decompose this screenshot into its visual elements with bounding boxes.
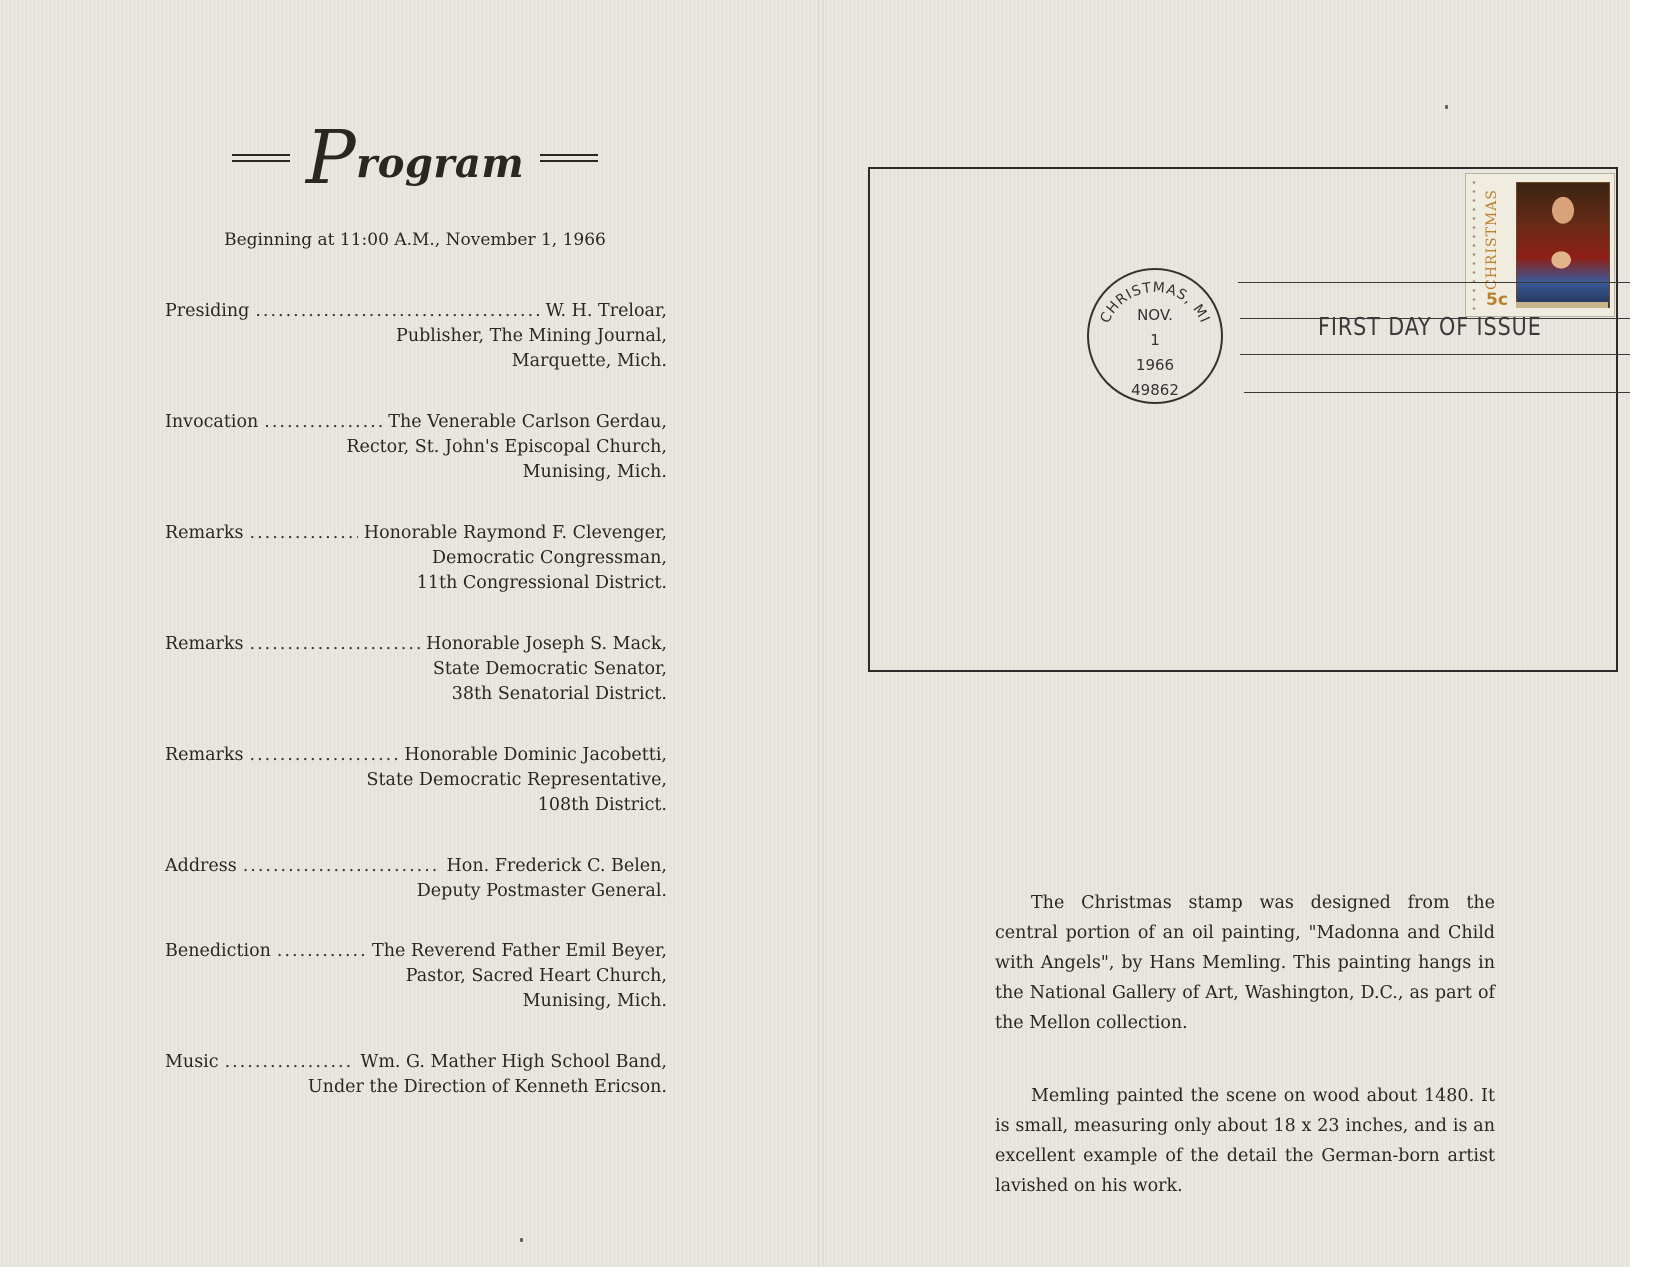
entry-role: Invocation xyxy=(165,412,259,432)
stamp-caption-band xyxy=(1516,302,1608,308)
entry-role: Benediction xyxy=(165,941,271,961)
dot-leader xyxy=(255,299,539,324)
stamp-value: 5c xyxy=(1486,290,1508,310)
entry-line: Democratic Congressman, xyxy=(431,548,667,568)
program-entry xyxy=(165,743,667,818)
entry-line: Munising, Mich. xyxy=(522,462,667,482)
program-entry xyxy=(165,521,667,596)
entry-line: 38th Senatorial District. xyxy=(451,684,667,704)
postmark-month: NOV. xyxy=(1137,306,1173,324)
entry-name: Honorable Dominic Jacobetti, xyxy=(404,745,667,765)
christmas-stamp xyxy=(1465,173,1615,317)
entry-line: Deputy Postmaster General. xyxy=(416,881,667,901)
entry-line: Pastor, Sacred Heart Church, xyxy=(405,966,667,986)
entry-name: Honorable Raymond F. Clevenger, xyxy=(363,523,667,543)
entry-line: Marquette, Mich. xyxy=(511,351,667,371)
stamp-word: CHRISTMAS xyxy=(1484,189,1500,291)
dot-leader xyxy=(264,410,382,435)
program-entry xyxy=(165,939,667,1014)
entry-name: The Venerable Carlson Gerdau, xyxy=(388,412,667,432)
paper-speck xyxy=(520,1238,523,1242)
dot-leader xyxy=(250,743,399,768)
dot-leader xyxy=(277,939,366,964)
program-entry xyxy=(165,410,667,485)
title-initial: P xyxy=(305,115,357,201)
center-fold xyxy=(818,0,824,1275)
entry-line: Publisher, The Mining Journal, xyxy=(396,326,667,346)
entry-role: Music xyxy=(165,1052,219,1072)
entry-name: Honorable Joseph S. Mack, xyxy=(426,634,667,654)
title-rest: rogram xyxy=(356,140,525,187)
entry-line: Under the Direction of Kenneth Ericson. xyxy=(307,1077,667,1097)
title-rule-right xyxy=(540,154,598,162)
postmark-ring-text: CHRISTMAS, MI xyxy=(1097,279,1213,326)
program-entry xyxy=(165,854,667,904)
madonna-painting-image xyxy=(1516,182,1610,308)
cancel-line xyxy=(1240,354,1632,355)
postmark-day: 1 xyxy=(1150,331,1160,349)
entry-name: The Reverend Father Emil Beyer, xyxy=(372,941,667,961)
dot-leader xyxy=(243,854,441,879)
dot-leader xyxy=(225,1050,355,1075)
program-title xyxy=(230,115,600,201)
program-entry xyxy=(165,632,667,707)
scan-margin-right xyxy=(1630,0,1664,1275)
program-subtitle: Beginning at 11:00 A.M., November 1, 1966 xyxy=(224,230,606,250)
program-entry xyxy=(165,1050,667,1100)
cancel-line xyxy=(1238,282,1633,283)
entry-name: Wm. G. Mather High School Band, xyxy=(360,1052,667,1072)
title-text xyxy=(306,115,524,201)
first-day-of-issue-cancel: FIRST DAY OF ISSUE xyxy=(1318,312,1542,341)
entry-name: W. H. Treloar, xyxy=(545,301,667,321)
entry-role: Presiding xyxy=(165,301,250,321)
entry-role: Remarks xyxy=(165,634,244,654)
description-paragraph: The Christmas stamp was designed from the central portion of an oil painting, "Madonna and Child with Angels", by Hans Memling. This painting hangs in the National Gallery of Art, Washington, D.C., as part of the Mellon collection. xyxy=(995,893,1495,1033)
entry-line: State Democratic Representative, xyxy=(366,770,667,790)
entry-line: 108th District. xyxy=(537,795,667,815)
entry-line: Rector, St. John's Episcopal Church, xyxy=(346,437,667,457)
entry-line: State Democratic Senator, xyxy=(432,659,667,679)
entry-role: Remarks xyxy=(165,745,244,765)
entry-line: 11th Congressional District. xyxy=(416,573,667,593)
description-paragraph: Memling painted the scene on wood about 1480. It is small, measuring only about 18 x 23 inches, and is an excellent example of the detail the German-born artist lavished on his work. xyxy=(995,1086,1495,1196)
cancel-line xyxy=(1244,392,1634,393)
scan-margin-bottom xyxy=(0,1267,1664,1275)
entry-line: Munising, Mich. xyxy=(522,991,667,1011)
stamp-perforation xyxy=(1472,178,1476,312)
postmark-year: 1966 xyxy=(1135,356,1175,374)
title-rule-left xyxy=(232,154,290,162)
program-entry xyxy=(165,299,667,374)
paper-speck xyxy=(1445,105,1448,109)
dot-leader xyxy=(250,521,358,546)
entry-role: Address xyxy=(165,856,237,876)
entry-name: Hon. Frederick C. Belen, xyxy=(446,856,667,876)
entry-role: Remarks xyxy=(165,523,244,543)
postmark-zip: 49862 xyxy=(1131,381,1179,399)
dot-leader xyxy=(250,632,421,657)
